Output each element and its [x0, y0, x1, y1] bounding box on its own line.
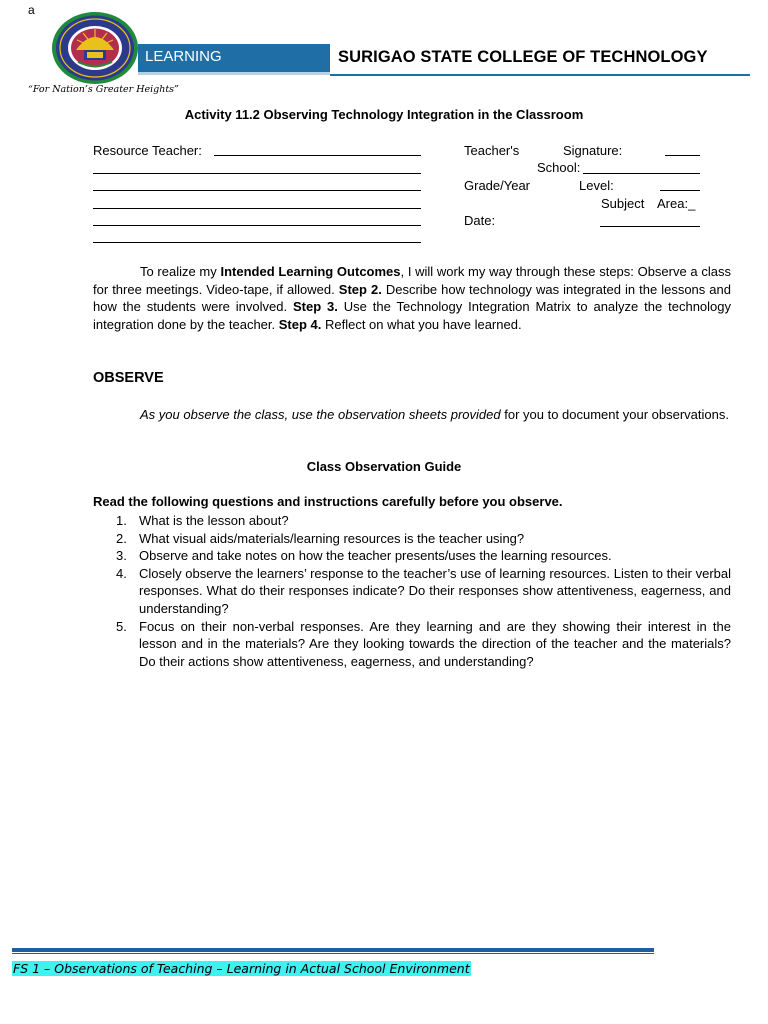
- list-item: [93, 512, 731, 530]
- blank-line-4: [93, 225, 421, 226]
- item-text: Closely observe the learners’ response to the teacher’s use of learning resources. Listen to their verbal responses. What do their responses indicate? Do their responses show attentiveness, eagerness, and understanding?: [139, 565, 731, 616]
- observe-paragraph: As you observe the class, use the observation sheets provided for you to document your observations.: [140, 407, 729, 422]
- grade-year-label: Grade/Year: [464, 178, 531, 193]
- level-label: Level:: [579, 178, 614, 193]
- list-item: [93, 618, 731, 671]
- activity-title: Activity 11.2 Observing Technology Integration in the Classroom: [184, 107, 584, 122]
- item-number: 4.: [116, 565, 127, 581]
- level-line: [660, 190, 700, 191]
- list-item: [93, 530, 731, 548]
- item-text: What visual aids/materials/learning resources is the teacher using?: [139, 530, 525, 546]
- blank-line-3: [93, 208, 421, 209]
- blank-line-2: [93, 190, 421, 191]
- question-list: [93, 512, 731, 670]
- signature-line: [665, 155, 700, 156]
- signature-label: Signature:: [563, 143, 623, 158]
- item-text: What is the lesson about?: [139, 513, 289, 528]
- college-name: SURIGAO STATE COLLEGE OF TECHNOLOGY: [338, 48, 708, 66]
- item-number: 2.: [116, 530, 127, 546]
- teachers-label: Teacher's: [464, 143, 520, 158]
- school-label: School:: [537, 160, 581, 175]
- guide-instruction: Read the following questions and instructions carefully before you observe.: [93, 494, 563, 509]
- footer-rule-thin: [12, 953, 654, 954]
- footer-text: FS 1 – Observations of Teaching – Learning in Actual School Environment: [13, 961, 470, 976]
- college-seal-logo: [50, 10, 140, 86]
- date-label: Date:: [464, 213, 496, 228]
- school-line: [583, 173, 700, 174]
- area-label: Area:_: [657, 196, 696, 211]
- footer-rule: [12, 948, 654, 952]
- college-motto: “For Nation’s Greater Heights”: [28, 84, 179, 95]
- observe-heading: OBSERVE: [93, 370, 164, 386]
- item-number: 1.: [116, 513, 127, 528]
- item-text: Focus on their non-verbal responses. Are they learning and are they showing their interest in the lesson and in the materials? Are they looking towards the direction of the teacher and the materials? Do their actions show attentiveness, eagerness, and understanding?: [139, 618, 731, 669]
- date-line: [600, 226, 700, 227]
- resource-teacher-label: Resource Teacher:: [93, 143, 202, 158]
- blank-line-1: [93, 173, 421, 174]
- intro-paragraph: To realize my Intended Learning Outcomes, I will work my way through these steps: Observe a class for three meetings. Video-tape, if allowed. Step 2. Describe how technology was integrated in the lessons and how the students were involved. Step 3. Use the Technology Integration Matrix to analyze the technology integration done by the teacher. Step 4. Reflect on what you have learned.: [93, 264, 732, 332]
- item-number: 3.: [116, 548, 127, 564]
- item-text: Observe and take notes on how the teacher presents/uses the learning resources.: [139, 548, 612, 564]
- learning-banner: LEARNING: [138, 44, 330, 75]
- corner-mark: a: [28, 3, 35, 17]
- guide-heading: Class Observation Guide: [306, 459, 462, 474]
- blank-line-5: [93, 242, 421, 243]
- list-item: [93, 547, 731, 565]
- subject-label: Subject: [601, 196, 645, 211]
- header-rule: [330, 74, 750, 76]
- item-number: 5.: [116, 618, 127, 634]
- resource-teacher-line: [214, 155, 421, 156]
- list-item: [93, 565, 731, 618]
